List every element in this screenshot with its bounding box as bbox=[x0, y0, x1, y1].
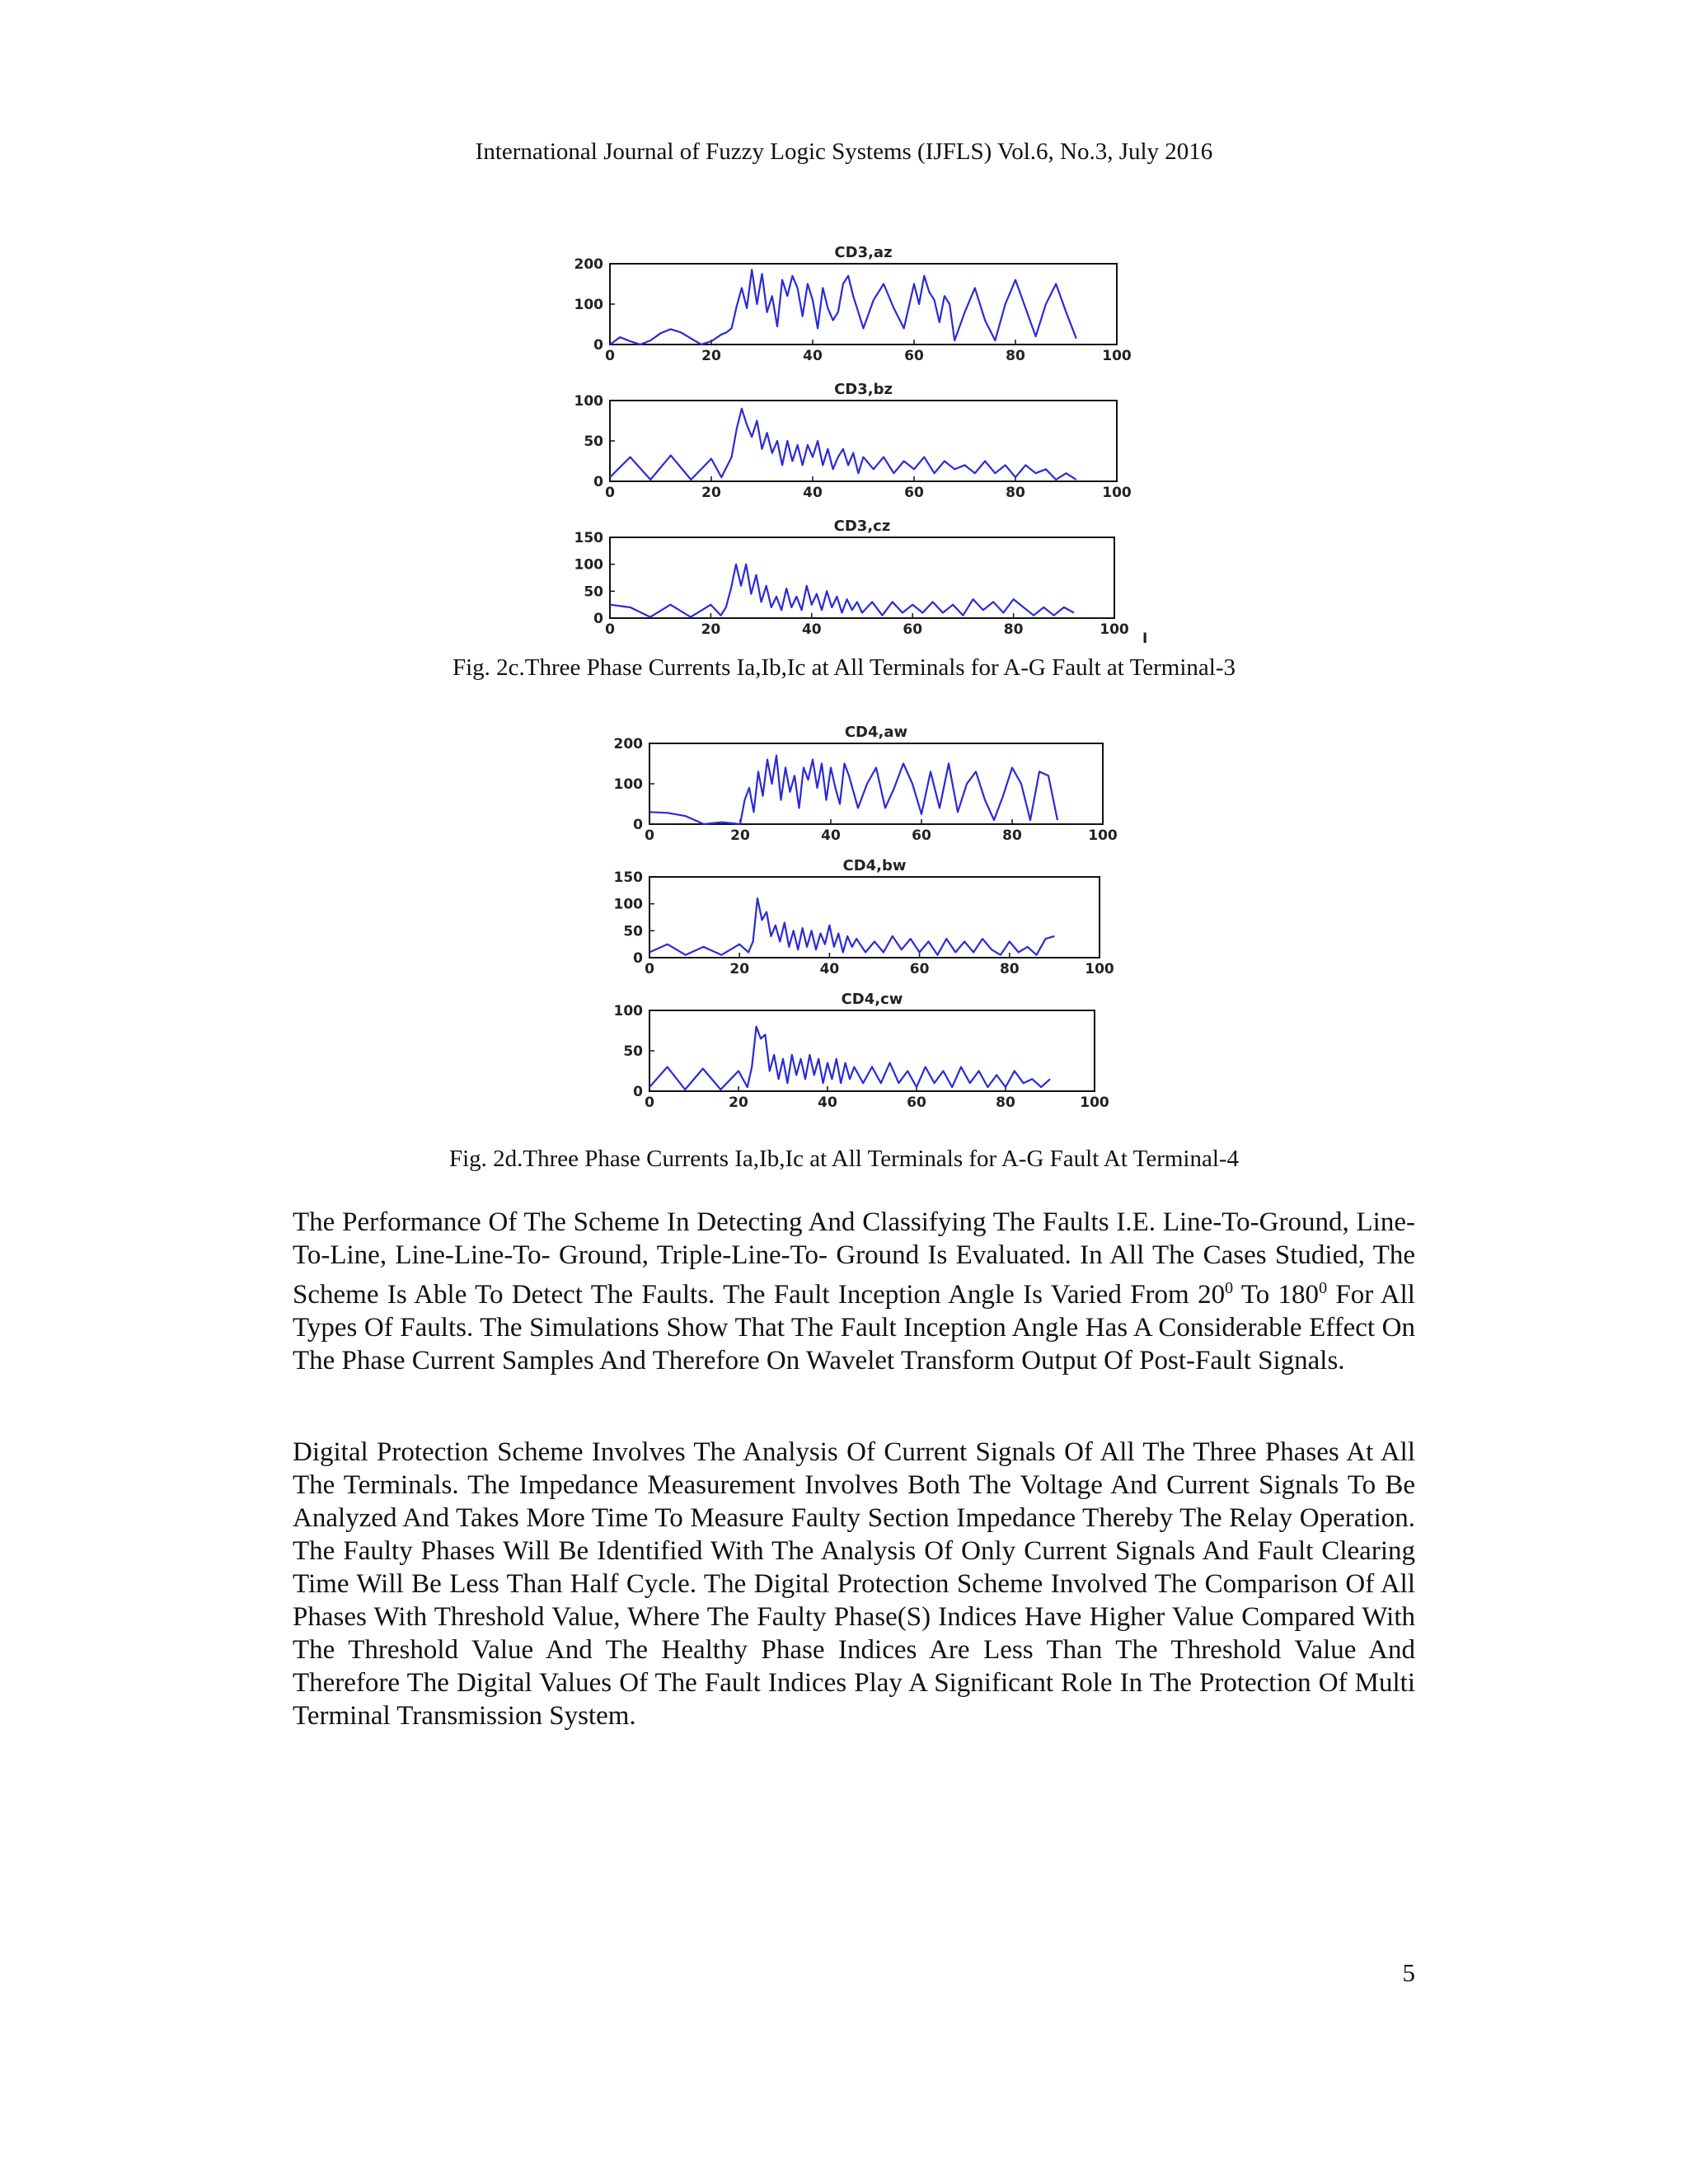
plot-frame bbox=[610, 401, 1117, 481]
x-tick-label: 100 bbox=[1102, 485, 1132, 501]
x-tick-label: 0 bbox=[605, 485, 615, 501]
y-tick-label: 0 bbox=[633, 1084, 643, 1100]
x-tick-label: 40 bbox=[821, 827, 841, 844]
plot-0-1 bbox=[574, 381, 1132, 501]
plot-1-1 bbox=[614, 857, 1114, 977]
plot-0-0 bbox=[574, 244, 1132, 364]
x-tick-label: 100 bbox=[1102, 348, 1132, 364]
y-tick-label: 0 bbox=[593, 337, 603, 354]
series-line bbox=[610, 269, 1076, 344]
plot-frame bbox=[610, 537, 1114, 618]
x-tick-label: 40 bbox=[803, 348, 823, 364]
plot-title: CD3,az bbox=[834, 244, 893, 261]
x-tick-label: 20 bbox=[701, 348, 721, 364]
running-header: International Journal of Fuzzy Logic Systems (IJFLS) Vol.6, No.3, July 2016 bbox=[475, 138, 1213, 165]
x-tick-label: 60 bbox=[912, 827, 931, 844]
x-tick-label: 20 bbox=[729, 1094, 748, 1111]
y-tick-label: 50 bbox=[623, 1043, 643, 1060]
plot-1-0 bbox=[614, 724, 1118, 844]
x-tick-label: 60 bbox=[907, 1094, 926, 1111]
x-tick-label: 0 bbox=[645, 961, 654, 977]
plot-title: CD4,bw bbox=[842, 857, 907, 874]
x-tick-label: 80 bbox=[1006, 485, 1025, 501]
plot-title: CD3,bz bbox=[834, 381, 893, 398]
x-tick-label: 0 bbox=[605, 621, 615, 638]
stray-mark: I bbox=[1142, 630, 1148, 643]
plot-1-2 bbox=[614, 991, 1109, 1111]
page-number: 5 bbox=[1402, 1958, 1415, 1987]
x-tick-label: 40 bbox=[819, 961, 840, 977]
series-line bbox=[610, 565, 1074, 617]
paragraph-2: Digital Protection Scheme Involves The Analysis Of Current Signals Of All The Three Phases At All The Terminals. The Impedance Measurement Involves Both The Voltage And Current Signals To Be Analyzed And Takes More Time To Measure Faulty Section Impedance Thereby The Relay Operation. The Faulty Phases Will Be Identified With The Analysis Of Only Current Signals And Fault Clearing Time Will Be Less Than Half Cycle. The Digital Protection Scheme Involved The Comparison Of All Phases With Threshold Value, Where The Faulty Phase(S) Indices Have Higher Value Compared With The Threshold Value And The Healthy Phase Indices Are Less Than The Threshold Value And Therefore The Digital Values Of The Fault Indices Play A Significant Role In The Protection Of Multi Terminal Transmission System. bbox=[293, 1437, 1415, 1731]
x-tick-label: 80 bbox=[1002, 827, 1022, 844]
plot-frame bbox=[649, 743, 1103, 824]
x-tick-label: 40 bbox=[818, 1094, 837, 1111]
x-tick-label: 0 bbox=[605, 348, 615, 364]
x-tick-label: 80 bbox=[999, 961, 1020, 977]
x-tick-label: 100 bbox=[1085, 961, 1114, 977]
series-line bbox=[610, 409, 1076, 480]
x-tick-label: 20 bbox=[729, 961, 750, 977]
x-tick-label: 80 bbox=[1006, 348, 1025, 364]
x-tick-label: 100 bbox=[1088, 827, 1118, 844]
y-tick-label: 0 bbox=[633, 817, 643, 833]
figure-2d bbox=[593, 710, 1121, 1114]
plot-title: CD4,aw bbox=[844, 724, 908, 741]
figure-2c-caption: Fig. 2c.Three Phase Currents Ia,Ib,Ic at All Terminals for A-G Fault at Terminal-3 bbox=[452, 654, 1236, 681]
y-tick-label: 100 bbox=[613, 1003, 643, 1019]
x-tick-label: 60 bbox=[904, 485, 924, 501]
x-tick-label: 60 bbox=[909, 961, 930, 977]
figure-2d-caption: Fig. 2d.Three Phase Currents Ia,Ib,Ic at All Terminals for A-G Fault At Terminal-4 bbox=[448, 1146, 1240, 1172]
plot-0-2 bbox=[574, 518, 1129, 638]
y-tick-label: 100 bbox=[574, 556, 603, 574]
x-tick-label: 40 bbox=[801, 621, 822, 638]
x-tick-label: 80 bbox=[996, 1094, 1015, 1111]
series-line bbox=[649, 898, 1054, 955]
y-tick-label: 50 bbox=[623, 923, 643, 940]
plot-title: CD3,cz bbox=[833, 518, 891, 535]
x-tick-label: 40 bbox=[803, 485, 823, 501]
y-tick-label: 100 bbox=[613, 896, 643, 913]
x-tick-label: 80 bbox=[1003, 621, 1024, 638]
y-tick-label: 100 bbox=[613, 776, 643, 793]
x-tick-label: 20 bbox=[701, 485, 721, 501]
y-tick-label: 0 bbox=[593, 611, 603, 627]
y-tick-label: 100 bbox=[574, 297, 603, 313]
plot-frame bbox=[649, 877, 1100, 958]
series-line bbox=[649, 1027, 1050, 1090]
plot-frame bbox=[649, 1010, 1095, 1091]
y-tick-label: 0 bbox=[633, 950, 643, 967]
y-tick-label: 200 bbox=[613, 736, 643, 752]
figure-2c bbox=[544, 231, 1154, 643]
y-tick-label: 150 bbox=[613, 869, 643, 886]
plot-title: CD4,cw bbox=[841, 991, 903, 1008]
x-tick-label: 60 bbox=[904, 348, 924, 364]
y-tick-label: 100 bbox=[574, 393, 603, 410]
x-tick-label: 20 bbox=[730, 827, 750, 844]
plot-frame bbox=[610, 264, 1117, 344]
x-tick-label: 60 bbox=[903, 621, 923, 638]
x-tick-label: 0 bbox=[645, 1094, 654, 1111]
series-line bbox=[649, 756, 1057, 824]
paragraph-1-text-a: The Performance Of The Scheme In Detecting And Classifying The Faults I.E. Line-To-Ground, Line-To-Line, Line-Line-To- Ground, Triple-Line-To- Ground Is Evaluated. In All The Cases Studied, The Scheme Is Able To Detect The Faults. The Fault Inception Angle Is Varied From 20 bbox=[293, 1207, 1415, 1310]
x-tick-label: 100 bbox=[1100, 621, 1129, 638]
figure-2d-plots bbox=[593, 710, 1121, 1114]
degree-superscript-1: 0 bbox=[1225, 1279, 1234, 1297]
figure-2c-plots bbox=[544, 231, 1154, 643]
paragraph-1-text-c: For All Types Of Faults. The Simulations Show That The Fault Inception Angle Has A Considerable Effect On The Phase Current Samples And Therefore On Wavelet Transform Output Of Post-Fault Signals. bbox=[293, 1280, 1415, 1376]
y-tick-label: 150 bbox=[574, 530, 603, 546]
y-tick-label: 50 bbox=[584, 434, 603, 450]
paragraph-1-text-b: To 180 bbox=[1233, 1280, 1320, 1310]
y-tick-label: 200 bbox=[574, 256, 603, 273]
x-tick-label: 0 bbox=[645, 827, 654, 844]
paragraph-1 bbox=[293, 1206, 1415, 1377]
x-tick-label: 100 bbox=[1080, 1094, 1109, 1111]
y-tick-label: 0 bbox=[593, 474, 603, 490]
degree-superscript-2: 0 bbox=[1319, 1279, 1328, 1297]
y-tick-label: 50 bbox=[584, 583, 603, 601]
x-tick-label: 20 bbox=[701, 621, 721, 638]
